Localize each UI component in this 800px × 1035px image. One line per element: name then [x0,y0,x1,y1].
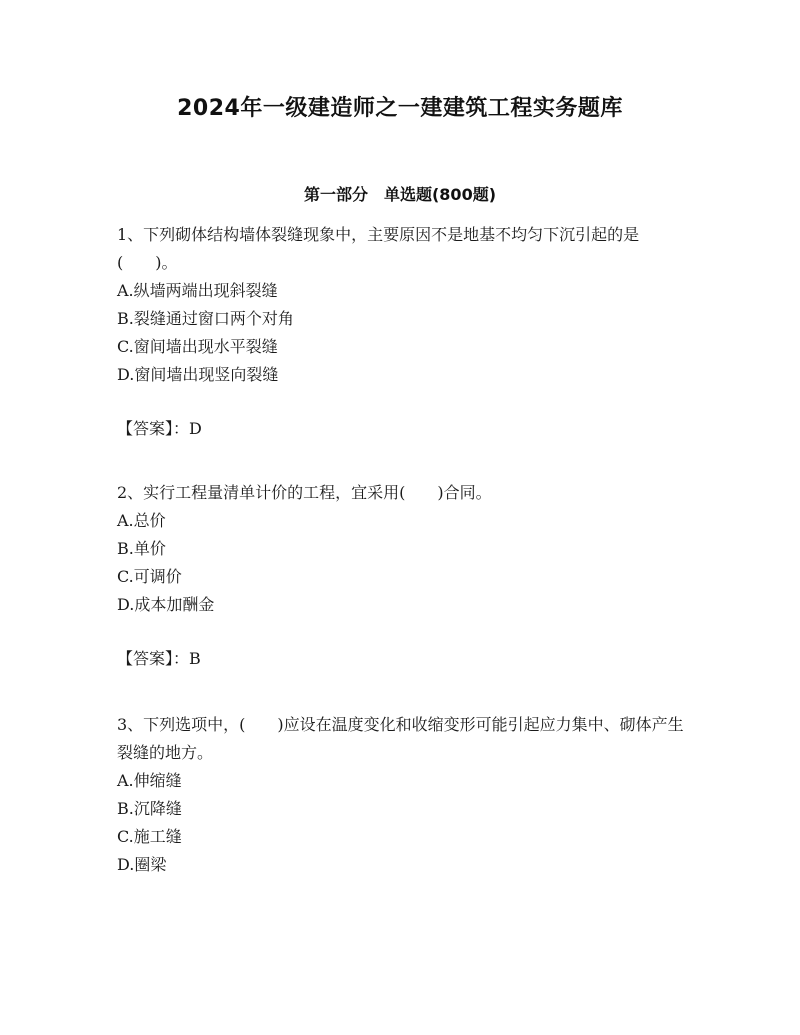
question-stem: 2、实行工程量清单计价的工程，宜采用( )合同。 [117,483,492,502]
option-d: D.窗间墙出现竖向裂缝 [117,365,279,384]
option-a: A.纵墙两端出现斜裂缝 [117,281,278,300]
option-b: B.沉降缝 [117,799,182,818]
option-c: C.施工缝 [117,827,182,846]
question-block [117,221,687,443]
option-a: A.伸缩缝 [117,771,182,790]
option-c: C.窗间墙出现水平裂缝 [117,337,278,356]
option-b: B.裂缝通过窗口两个对角 [117,309,294,328]
answer-line: 【答案】：D [117,419,202,438]
option-b: B.单价 [117,539,166,558]
option-d: D.成本加酬金 [117,595,215,614]
option-c: C.可调价 [117,567,182,586]
option-d: D.圈梁 [117,855,167,874]
document-title: 2024年一级建造师之一建建筑工程实务题库 [177,96,623,121]
question-stem: 1、下列砌体结构墙体裂缝现象中，主要原因不是地基不均匀下沉引起的是( )。 [117,225,640,272]
question-block [117,479,687,673]
option-a: A.总价 [117,511,166,530]
answer-line: 【答案】：B [117,649,201,668]
question-stem: 3、下列选项中，( )应设在温度变化和收缩变形可能引起应力集中、砌体产生裂缝的地方。 [117,715,684,762]
section-heading: 第一部分 单选题(800题) [303,185,497,204]
question-block [117,711,687,879]
